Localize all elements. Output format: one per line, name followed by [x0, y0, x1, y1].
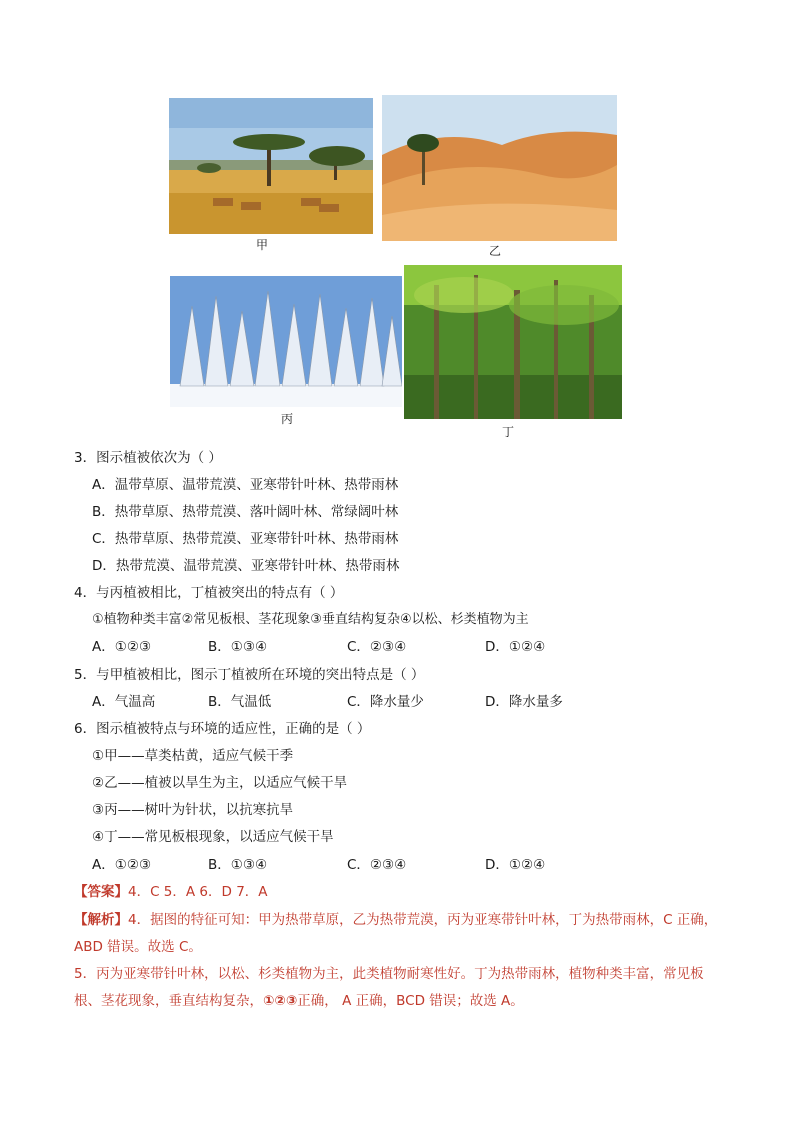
analysis-line-3: 5．丙为亚寒带针叶林，以松、杉类植物为主，此类植物耐寒性好。丁为热带雨林，植物种类丰富，常见板: [74, 966, 704, 982]
q4-statement: ①植物种类丰富②常见板根、茎花现象③垂直结构复杂④以松、杉类植物为主: [92, 612, 529, 627]
q3-option-c: C．热带草原、热带荒漠、亚寒带针叶林、热带雨林: [92, 531, 399, 547]
q4-option-d: D．①②④: [485, 639, 546, 655]
analysis-text-1: 4．据图的特征可知：甲为热带草原，乙为热带荒漠，丙为亚寒带针叶林，丁为热带雨林，C 正确，: [128, 912, 718, 928]
q4-option-b: B．①③④: [208, 639, 268, 655]
q3-option-d: D．热带荒漠、温带荒漠、亚寒带针叶林、热带雨林: [92, 558, 400, 574]
q6-statement-1: ①甲——草类枯黄，适应气候干季: [92, 748, 294, 764]
question-3-stem: 3．图示植被依次为（ ）: [74, 450, 222, 466]
q6-statement-3: ③丙——树叶为针状，以抗寒抗旱: [92, 802, 294, 818]
analysis-line-2: ABD 错误。故选 C。: [74, 939, 202, 955]
q6-option-d: D．①②④: [485, 857, 546, 873]
q6-statement-4: ④丁——常见板根现象，以适应气候干旱: [92, 829, 334, 845]
figure-caption-bing: 丙: [281, 412, 294, 426]
answer-line: [74, 882, 268, 902]
question-6-stem: 6．图示植被特点与环境的适应性，正确的是（ ）: [74, 721, 371, 737]
analysis-line-4-post: 正确， A 正确，BCD 错误；故选 A。: [297, 993, 524, 1009]
q6-option-b: B．①③④: [208, 857, 268, 873]
snow-forest-photo: [170, 276, 402, 407]
q5-option-c: C．降水量少: [347, 694, 424, 710]
q6-option-a: A．①②③: [92, 857, 152, 873]
q5-option-b: B．气温低: [208, 694, 272, 710]
q3-option-b: B．热带草原、热带荒漠、落叶阔叶林、常绿阔叶林: [92, 504, 399, 520]
answer-text: 4．C 5．A 6．D 7．A: [128, 884, 268, 900]
answer-label: 【答案】: [74, 884, 128, 900]
figure-caption-jia: 甲: [256, 238, 269, 252]
q3-option-a: A．温带草原、温带荒漠、亚寒带针叶林、热带雨林: [92, 477, 399, 493]
question-5-stem: 5．与甲植被相比，图示丁植被所在环境的突出特点是（ ）: [74, 667, 425, 683]
q5-option-a: A．气温高: [92, 694, 156, 710]
figure-caption-yi: 乙: [489, 244, 502, 258]
rainforest-photo: [404, 265, 622, 419]
analysis-line-1: [74, 910, 717, 930]
q6-statement-2: ②乙——植被以旱生为主，以适应气候干旱: [92, 775, 348, 791]
analysis-line-4-bold: ①②③: [263, 993, 298, 1009]
q4-option-c: C．②③④: [347, 639, 407, 655]
question-4-stem: 4．与丙植被相比，丁植被突出的特点有（ ）: [74, 585, 344, 601]
desert-photo: [382, 95, 617, 241]
q5-option-d: D．降水量多: [485, 694, 563, 710]
figure-caption-ding: 丁: [502, 425, 515, 439]
q6-option-c: C．②③④: [347, 857, 407, 873]
analysis-line-4: [74, 991, 524, 1011]
q4-option-a: A．①②③: [92, 639, 152, 655]
analysis-line-4-pre: 根、茎花现象，垂直结构复杂，: [74, 993, 263, 1009]
analysis-label: 【解析】: [74, 912, 128, 928]
savanna-photo: [169, 98, 373, 234]
